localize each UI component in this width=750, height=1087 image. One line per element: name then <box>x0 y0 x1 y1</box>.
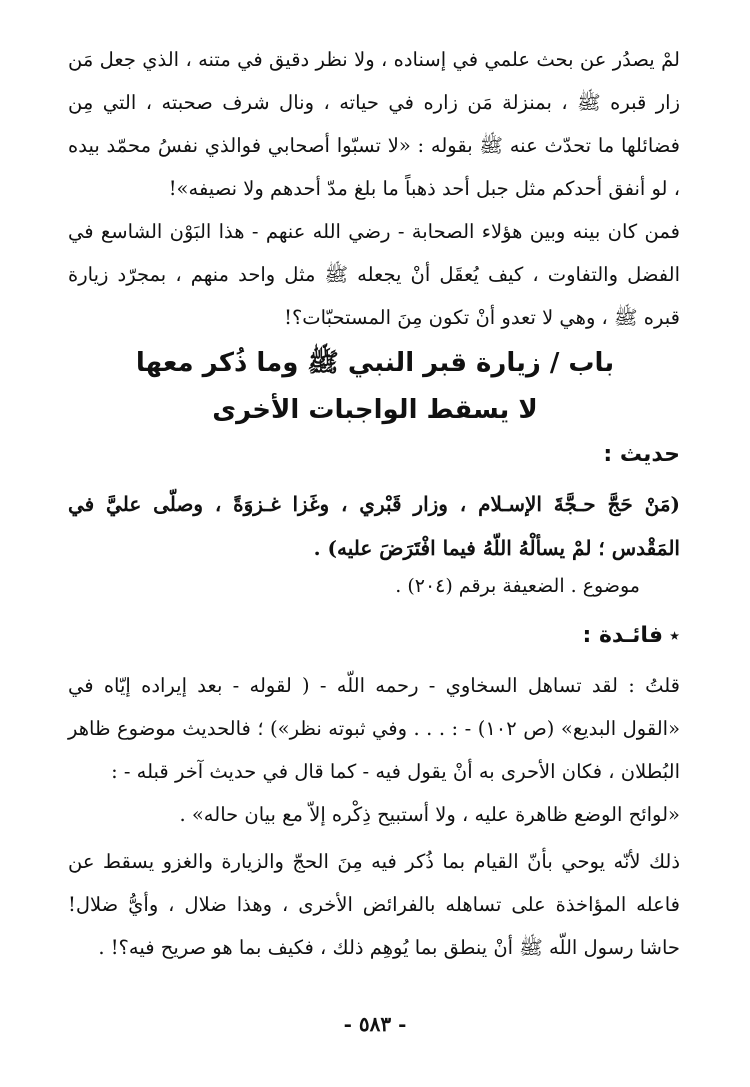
benefit-label: فائـدة : <box>582 623 664 648</box>
benefit-paragraph-1-text: قلتُ : لقد تساهل السخاوي - رحمه اللّه - ( لقوله - بعد إيراده إيّاه في «القول البديع» (ص ١٠٢) - : . . . وفي ثبوته نظر») ؛ فالحديث موضوع ظاهر البُطلان ، فكان الأحرى به أنْ يقول فيه - كما قال في حديث آخر قبله - : <box>68 674 680 783</box>
hadith-text-block <box>68 482 680 570</box>
hadith-label: حديث : <box>603 442 680 467</box>
hadith-text: (مَنْ حَجَّ حـجَّةَ الإسـلام ، وزار قَبْري ، وغَزا غـزوَةً ، وصلّى عليَّ في المَقْدس ؛ لمْ يسألْهُ اللّهُ فيما افْتَرَضَ عليه) . <box>68 492 680 560</box>
paragraph-1 <box>68 38 680 210</box>
hadith-grading: موضوع . الضعيفة برقم (٢٠٤) . <box>395 575 640 597</box>
benefit-quote <box>68 793 680 836</box>
benefit-paragraph-2-text: ذلك لأنّه يوحي بأنّ القيام بما ذُكر فيه مِنَ الحجّ والزيارة والغزو يسقط عن فاعله المؤاخذة على تساهله بالفرائض الأخرى ، وهذا ضلال ، وأيُّ ضلال! حاشا رسول اللّه ﷺ أنْ ينطق بما يُوهِم ذلك ، فكيف بما هو صريح فيه؟! . <box>68 850 680 959</box>
paragraph-2 <box>68 210 680 339</box>
chapter-title-line-2: لا يسقط الواجبات الأخرى <box>212 395 538 425</box>
benefit-paragraph-2 <box>68 840 680 969</box>
paragraph-1-text: لمْ يصدُر عن بحث علمي في إسناده ، ولا نظر دقيق في متنه ، الذي جعل مَن زار قبره ﷺ ، بمنزلة مَن زاره في حياته ، ونال شرف صحبته ، التي مِن فضائلها ما تحدّث عنه ﷺ بقوله : «لا تسبّوا أصحابي فوالذي نفسُ محمّد بيده ، لو أنفق أحدكم مثل جبل أحد ذهباً ما بلغ مدّ أحدهم ولا نصيفه»! <box>68 48 680 200</box>
paragraph-2-text: فمن كان بينه وبين هؤلاء الصحابة - رضي الله عنهم - هذا البَوْن الشاسع في الفضل والتفاوت ، كيف يُعقَل أنْ يجعله ﷺ مثل واحد منهم ، بمجرّد زيارة قبره ﷺ ، وهي لا تعدو أنْ تكون مِنَ المستحبّات؟! <box>68 220 680 329</box>
chapter-title-line-1: باب / زيارة قبر النبي ﷺ وما ذُكر معها <box>135 348 615 378</box>
asterisk-icon: ٭ <box>669 623 680 647</box>
benefit-heading <box>582 623 680 648</box>
benefit-paragraph-1 <box>68 664 680 793</box>
page-number: - ٥٨٣ - <box>343 1012 407 1036</box>
benefit-quote-text: «لوائح الوضع ظاهرة عليه ، ولا أستبيح ذِكْره إلاّ مع بيان حاله» . <box>179 803 680 826</box>
